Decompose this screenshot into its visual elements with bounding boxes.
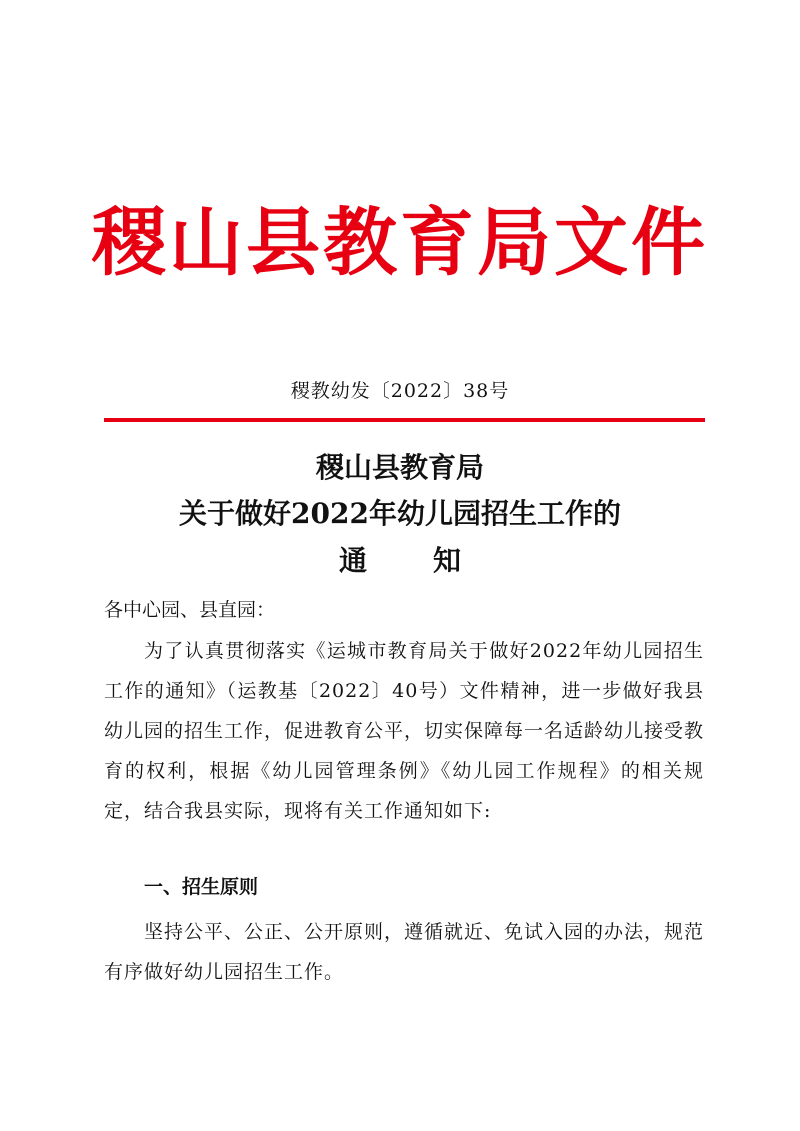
notice-title-subject: 关于做好2022年幼儿园招生工作的 (179, 497, 621, 530)
notice-title-issuer: 稷山县教育局 (315, 451, 484, 484)
salutation: 各中心园、县直园： (104, 599, 276, 621)
masthead-title: 稷山县教育局文件 (92, 200, 708, 286)
notice-title-char-1: 通 (338, 544, 367, 577)
notice-title-type (0, 541, 800, 581)
section-paragraph-enrollment-principles: 坚持公平、公正、公开原则，遵循就近、免试入园的办法，规范有序做好幼儿园招生工作。 (104, 921, 705, 983)
notice-title-char-2: 知 (433, 544, 462, 577)
section-heading-enrollment-principles: 一、招生原则 (144, 876, 259, 898)
intro-paragraph: 为了认真贯彻落实《运城市教育局关于做好2022年幼儿园招生工作的通知》（运教基〔2022〕40号）文件精神，进一步做好我县幼儿园的招生工作，促进教育公平，切实保障每一名适龄幼儿接受教育的权利，根据《幼儿园管理条例》《幼儿园工作规程》的相关规定，结合我县实际，现将有关工作通知如下: (104, 640, 705, 822)
red-divider-line (104, 418, 705, 422)
document-number: 稷教幼发〔2022〕38号 (290, 380, 510, 402)
